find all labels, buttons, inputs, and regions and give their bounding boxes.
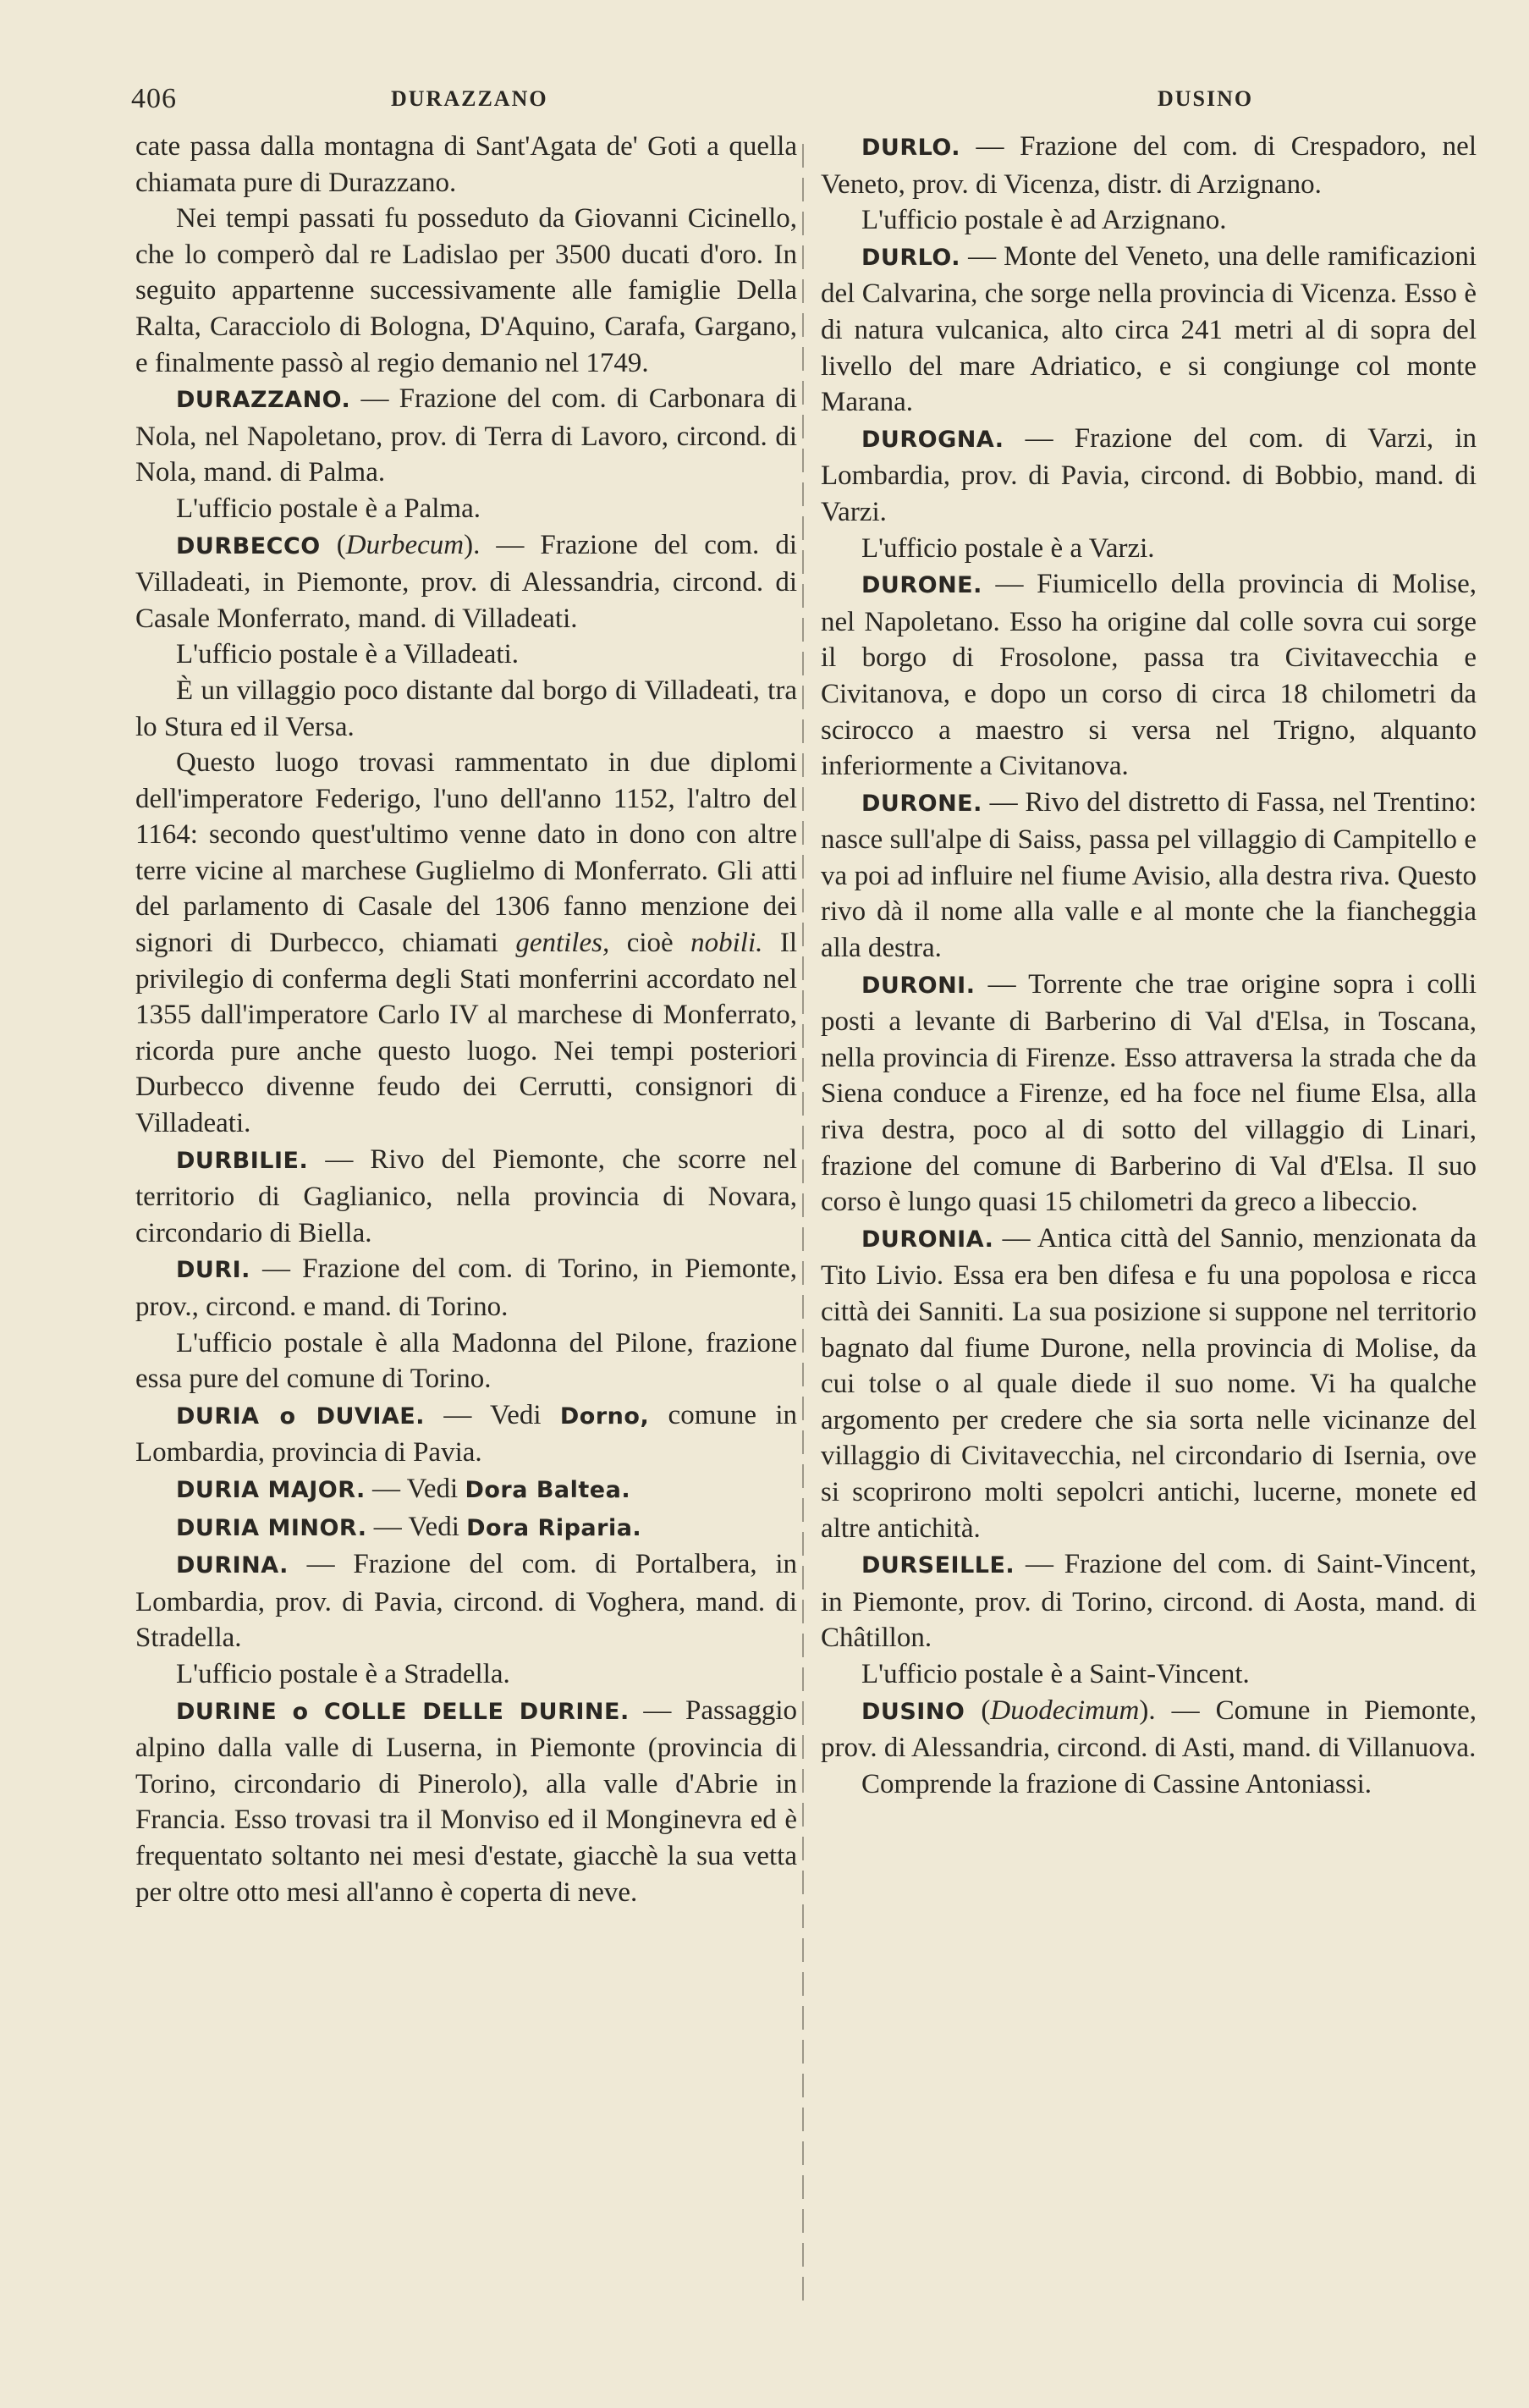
cross-reference: Dora Baltea. [465,1476,631,1503]
postal-note: L'ufficio postale è ad Arzignano. [861,205,1227,236]
entry-text: — Frazione del com. di Carbonara di Nola, nel Napoletano, prov. di Terra di Lavoro, circond. di Nola, mand. di Palma. [135,383,797,488]
entry-text: — Frazione del com. di Portalbera, in Lombardia, prov. di Pavia, circond. di Voghera, mand. di Stradella. [135,1549,797,1654]
headword: DURIA MAJOR. [176,1476,366,1503]
latin-name: Durbecum [345,529,465,560]
entry-text: — Antica città del Sannio, menzionata da Tito Livio. Essa era ben difesa e fu una popolosa e ricca città dei Sanniti. La sua posizione si suppone nel territorio bagnato dal fiume Durone, nella provincia di Molise, da cui tolse o al quale diede il suo nome. Vi ha qualche argomento per credere che sia sorta nelle vicinanze del villaggio di Civitavecchia, nel circondario di Isernia, ove si scoprirono molti sepolcri antichi, lucerne, monete ed altre antichità. [821,1222,1477,1544]
headword: DURSEILLE. [861,1552,1015,1579]
postal-note: L'ufficio postale è a Villadeati. [176,639,520,670]
entry-durazzano [135,381,797,491]
entry-text: — Passaggio alpino dalla valle di Luserna, in Piemonte (provincia di Torino, circondario di Pinerolo), alla valle d'Abrie in Francia. Esso trovasi tra il Monviso ed il Monginevra ed è frequentato soltanto nei mesi d'estate, giacchè la sua vetta per oltre otto mesi all'anno è coperta di neve. [135,1694,797,1908]
entry-paragraph: Comprende la frazione di Cassine Antoniassi. [861,1768,1372,1799]
headword: DURONI. [861,972,976,999]
history-paragraph: Nei tempi passati fu posseduto da Giovanni Cicinello, che lo comperò dal re Ladislao per 3500 ducati d'oro. In seguito appartenne successivamente alle famiglie Della Ralta, Caracciolo di Bologna, D'Aquino, Carafa, Gargano, e finalmente passò al regio demanio nel 1749. [135,203,797,378]
headword: DURI. [176,1257,250,1284]
entry-text: — Frazione del com. di Crespadoro, nel Veneto, prov. di Vicenza, distr. di Arzignano. [821,131,1477,200]
entry-paragraph: È un villaggio poco distante dal borgo di Villadeati, tra lo Stura ed il Versa. [135,675,797,742]
postal-note: L'ufficio postale è a Stradella. [176,1658,510,1689]
headword: DUROGNA. [861,426,1004,453]
entry-paragraph [135,745,797,1142]
cross-reference: Dora Riparia. [466,1514,642,1541]
headword: DURIA o DUVIAE. [176,1402,425,1430]
entry-durina [135,1546,797,1656]
page-number: 406 [131,83,177,114]
entry-text: — Vedi [372,1473,459,1504]
entry-durbilie [135,1142,797,1252]
headword: DURIA MINOR. [176,1514,367,1541]
entry-dusino: DUSINO (Duodecimum). — Comune in Piemonte, prov. di Alessandria, circond. di Asti, mand. di Villanuova. [821,1694,1477,1764]
headword: DURBECCO [176,532,321,559]
right-running-title: DUSINO [1158,86,1254,111]
entry-text: — Rivo del distretto di Fassa, nel Trentino: nasce sull'alpe di Saiss, passa pel villaggio di Campitello e va poi ad influire nel fiume Avisio, alla destra riva. Questo rivo dà il nome alla valle e al monte che la fiancheggia alla destra. [821,786,1477,964]
left-column [135,129,797,1910]
postal-note: L'ufficio postale è alla Madonna del Pilone, frazione essa pure del comune di Torino. [135,1327,797,1395]
headword: DURINE o COLLE DELLE DURINE. [176,1698,630,1725]
headword: DURLO. [861,244,960,271]
entry-text: — Comune in Piemonte, prov. di Alessandria, circond. di Asti, mand. di Villanuova. [821,1694,1477,1764]
entry-duria-major [135,1471,797,1509]
entry-text: — Frazione del com. di Varzi, in Lombardia, prov. di Pavia, circond. di Bobbio, mand. di Varzi. [821,422,1477,527]
headword: DURONIA. [861,1226,994,1253]
entry-text: — Frazione del com. di Torino, in Piemonte, prov., circond. e mand. di Torino. [135,1254,797,1322]
entry-text: — Monte del Veneto, una delle ramificazioni del Calvarina, che sorge nella provincia di Vicenza. Esso è di natura vulcanica, alto circa 241 metri al di sopra del livello del mare Adriatico, e si congiunge col monte Marana. [821,240,1477,418]
entry-durogna [821,421,1477,531]
entry-text: comune in Lombardia, provincia di Pavia. [135,1399,798,1468]
entry-durine [135,1693,797,1911]
postal-note: L'ufficio postale è a Palma. [176,493,481,524]
running-head [0,83,1529,125]
headword: DURAZZANO. [176,387,351,414]
entry-duronia [821,1221,1477,1546]
continuation-paragraph: cate passa dalla montagna di Sant'Agata de' Goti a quella chiamata pure di Durazzano. [135,131,797,198]
entry-durseille [821,1546,1477,1656]
headword: DURLO. [861,135,960,161]
right-column [821,129,1477,1802]
entry-text: Questo luogo trovasi rammentato in due diplomi dell'imperatore Federigo, l'uno dell'anno 1152, l'altro del 1164: secondo quest'ultimo venne dato in dono con altre terre vicine al marchese Guglielmo di Monferrato. Gli atti del parlamento di Casale del 1306 fanno menzione dei signori di Durbecco, chiamati [135,747,797,959]
entry-durone-fiumicello [821,566,1477,785]
entry-durlo-frazione [821,129,1477,202]
postal-note: L'ufficio postale è a Saint-Vincent. [861,1658,1250,1689]
entry-durone-rivo [821,785,1477,967]
entry-text: — Torrente che trae origine sopra i colli posti a levante di Barberino di Val d'Elsa, in Toscana, nella provincia di Firenze. Esso attraversa la strada che da Siena conduce a Firenze, ed ha foce nel fiume Elsa, alla riva destra, poco al di sotto del villaggio di Linari, frazione del comune di Barberino di Val d'Elsa. Il suo corso è lungo quasi 15 chilometri da greco a libeccio. [821,968,1477,1218]
entry-text: — Vedi [373,1511,459,1542]
entry-text: cioè [626,928,674,959]
headword: DURBILIE. [176,1147,309,1174]
headword: DURONE. [861,572,982,599]
headword: DURINA. [176,1552,289,1579]
entry-text: — Fiumicello della provincia di Molise, nel Napoletano. Esso ha origine dal colle sovra cui sorge il borgo di Frosolone, passa tra Civitavecchia e Civitanova, e dopo un corso di circa 18 chilometri da scirocco a maestro si versa nel Trigno, alquanto inferiormente a Civitanova. [821,569,1477,782]
headword: DURONE. [861,790,982,817]
entry-text: — Vedi [443,1399,542,1430]
latin-name: Duodecimum [990,1694,1140,1726]
cross-reference: Dorno, [559,1402,650,1430]
italic-term: nobili. [690,928,763,959]
column-divider [802,144,804,2311]
entry-durlo-monte [821,239,1477,421]
entry-duria-duviae [135,1397,797,1471]
entry-text: — Frazione del com. di Saint-Vincent, in Piemonte, prov. di Torino, circond. di Aosta, mand. di Châtillon. [821,1549,1477,1654]
entry-text: — Rivo del Piemonte, che scorre nel territorio di Gaglianico, nella provincia di Novara, circondario di Biella. [135,1143,797,1248]
entry-text: Il privilegio di conferma degli Stati monferrini accordato nel 1355 dall'imperatore Carlo IV al marchese di Monferrato, ricorda pure anche questo luogo. Nei tempi posteriori Durbecco divenne feudo dei Cerrutti, consignori di Villadeati. [135,928,798,1139]
entry-duri [135,1251,797,1325]
italic-term: gentiles, [515,928,610,959]
headword: DUSINO [861,1698,965,1725]
entry-duroni [821,967,1477,1221]
entry-text: — Frazione del com. di Villadeati, in Piemonte, prov. di Alessandria, circond. di Casale Monferrato, mand. di Villadeati. [135,529,797,634]
entry-durbecco: DURBECCO (Durbecum). — Frazione del com. di Villadeati, in Piemonte, prov. di Alessandria, circond. di Casale Monferrato, mand. di Villadeati. [135,529,797,634]
postal-note: L'ufficio postale è a Varzi. [861,532,1155,564]
entry-duria-minor [135,1509,797,1547]
left-running-title: DURAZZANO [391,86,548,111]
